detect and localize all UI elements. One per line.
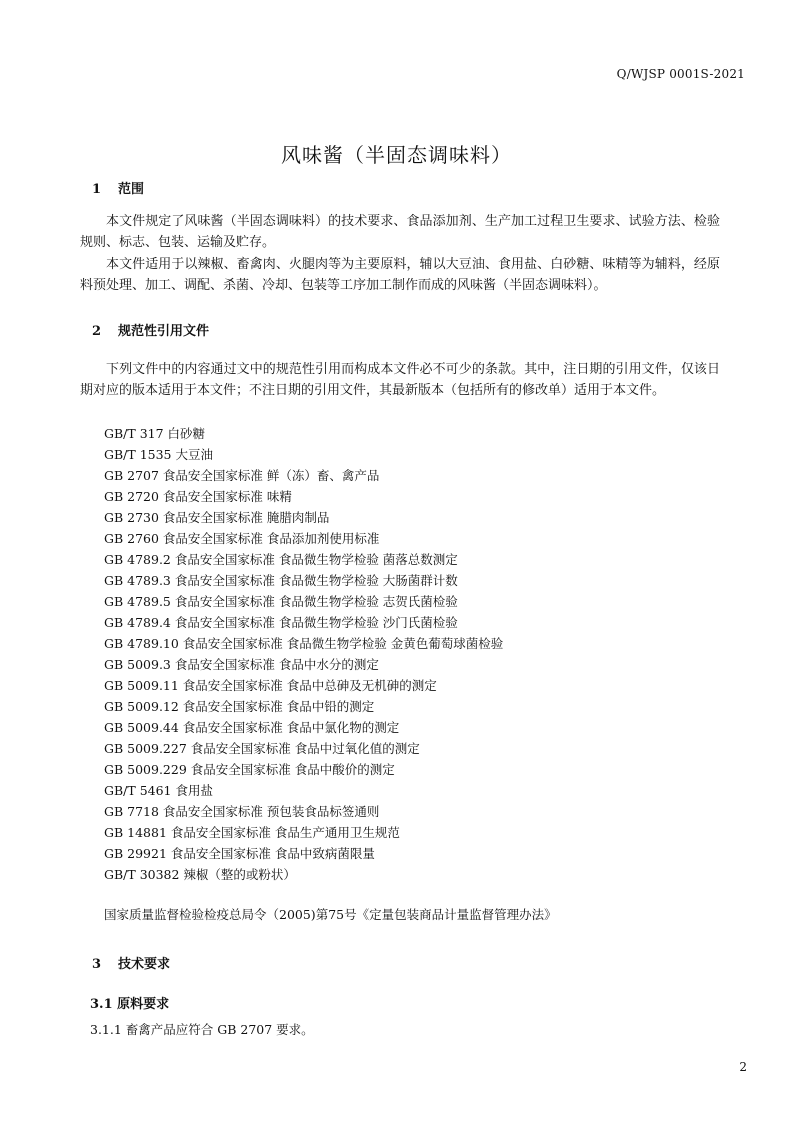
list-item: GB 14881 食品安全国家标准 食品生产通用卫生规范 [104, 825, 400, 840]
clause-3-1-1: 3.1.1 畜禽产品应符合 GB 2707 要求。 [90, 1022, 314, 1037]
list-item: GB 4789.3 食品安全国家标准 食品微生物学检验 大肠菌群计数 [104, 573, 458, 588]
subsection-3-1-heading [90, 993, 169, 1012]
list-item: GB 2720 食品安全国家标准 味精 [104, 489, 292, 504]
section-2-heading [92, 320, 209, 339]
list-item: GB 5009.44 食品安全国家标准 食品中氯化物的测定 [104, 720, 400, 735]
document-title: 风味酱（半固态调味料） [281, 143, 512, 167]
section-number: 3 [92, 957, 102, 972]
section-title: 技术要求 [118, 957, 171, 972]
list-item: GB 5009.227 食品安全国家标准 食品中过氧化值的测定 [104, 741, 420, 756]
list-item: GB 2707 食品安全国家标准 鲜（冻）畜、禽产品 [104, 468, 380, 483]
section-title: 规范性引用文件 [118, 324, 210, 339]
regulation-reference: 国家质量监督检验检疫总局令（2005)第75号《定量包装商品计量监督管理办法》 [104, 907, 557, 922]
section-number: 1 [92, 182, 102, 197]
list-item: GB 29921 食品安全国家标准 食品中致病菌限量 [104, 846, 375, 861]
list-item: GB 5009.229 食品安全国家标准 食品中酸价的测定 [104, 762, 395, 777]
scope-paragraph-1: 本文件规定了风味酱（半固态调味料）的技术要求、食品添加剂、生产加工过程卫生要求、试验方法、检验规则、标志、包装、运输及贮存。 [80, 214, 720, 250]
subsection-title: 原料要求 [117, 997, 170, 1012]
subsection-number: 3.1 [90, 997, 113, 1012]
list-item: GB 2760 食品安全国家标准 食品添加剂使用标准 [104, 531, 380, 546]
section-3-heading [92, 953, 170, 972]
list-item: GB 4789.4 食品安全国家标准 食品微生物学检验 沙门氏菌检验 [104, 615, 458, 630]
list-item: GB/T 5461 食用盐 [104, 783, 213, 798]
list-item: GB 4789.10 食品安全国家标准 食品微生物学检验 金黄色葡萄球菌检验 [104, 636, 504, 651]
section-title: 范围 [118, 182, 145, 197]
list-item: GB 5009.11 食品安全国家标准 食品中总砷及无机砷的测定 [104, 678, 437, 693]
section-1-heading [92, 178, 144, 197]
scope-paragraph-2: 本文件适用于以辣椒、畜禽肉、火腿肉等为主要原料，辅以大豆油、食用盐、白砂糖、味精等为辅料，经原料预处理、加工、调配、杀菌、冷却、包装等工序加工制作而成的风味酱（半固态调味料）。 [80, 257, 720, 293]
list-item: GB 4789.5 食品安全国家标准 食品微生物学检验 志贺氏菌检验 [104, 594, 458, 609]
list-item: GB 4789.2 食品安全国家标准 食品微生物学检验 菌落总数测定 [104, 552, 458, 567]
list-item: GB/T 30382 辣椒（整的或粉状） [104, 867, 296, 882]
list-item: GB/T 1535 大豆油 [104, 447, 213, 462]
reference-list [104, 423, 503, 885]
list-item: GB 7718 食品安全国家标准 预包装食品标签通则 [104, 804, 380, 819]
section-number: 2 [92, 324, 102, 339]
list-item: GB 5009.12 食品安全国家标准 食品中铅的测定 [104, 699, 375, 714]
document-code: Q/WJSP 0001S-2021 [616, 67, 745, 81]
list-item: GB 2730 食品安全国家标准 腌腊肉制品 [104, 510, 330, 525]
list-item: GB/T 317 白砂糖 [104, 426, 206, 441]
page-number: 2 [739, 1060, 747, 1074]
normative-intro: 下列文件中的内容通过文中的规范性引用而构成本文件必不可少的条款。其中，注日期的引用文件，仅该日期对应的版本适用于本文件；不注日期的引用文件，其最新版本（包括所有的修改单）适用于本文件。 [80, 362, 720, 398]
list-item: GB 5009.3 食品安全国家标准 食品中水分的测定 [104, 657, 379, 672]
